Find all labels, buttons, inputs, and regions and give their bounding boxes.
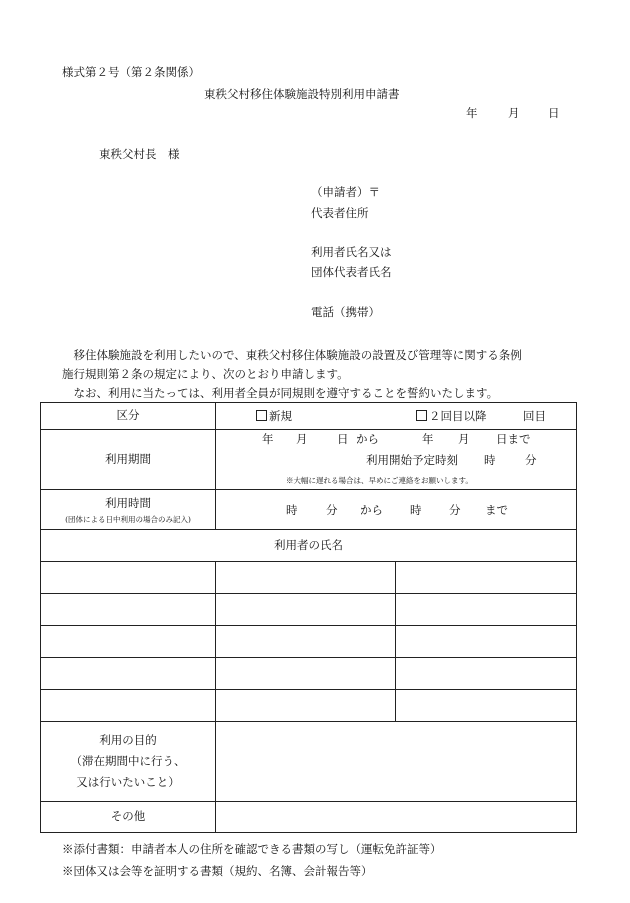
user-row (41, 562, 577, 594)
other-row (41, 802, 577, 833)
application-date (466, 107, 560, 121)
time-to-minute: 分 (449, 503, 461, 517)
user-name-cell[interactable] (41, 562, 216, 594)
document-title: 東秩父村移住体験施設特別利用申請書 (204, 87, 400, 101)
purpose-label-line3: 又は行いたいこと） (76, 775, 180, 789)
time-from-word: から (360, 503, 383, 517)
representative-address-label: 代表者住所 (311, 206, 369, 220)
users-header: 利用者の氏名 (41, 530, 577, 562)
purpose-label-line1: 利用の目的 (99, 733, 157, 747)
user-name-cell[interactable] (396, 690, 577, 722)
application-table (40, 402, 577, 833)
attachment-notes (62, 838, 442, 882)
start-hour: 時 (484, 453, 496, 467)
applicant-heading: （申請者）〒 (311, 185, 380, 199)
user-name-cell[interactable] (396, 594, 577, 626)
period-to-month: 月 (458, 432, 470, 446)
category-label: 区分 (41, 403, 216, 430)
period-from-month: 月 (296, 432, 308, 446)
addressee: 東秩父村長 様 (99, 147, 180, 161)
note-2: ※団体又は会等を証明する書類（規約、名簿、会計報告等） (62, 864, 373, 878)
period-from-word: から (356, 432, 379, 446)
user-name-label-line2: 団体代表者氏名 (311, 265, 392, 279)
purpose-label (41, 722, 216, 802)
statement-line-3: なお、利用に当たっては、利用者全員が同規則を遵守することを誓約いたします。 (62, 386, 499, 400)
user-name-cell[interactable] (41, 690, 216, 722)
user-name-cell[interactable] (41, 626, 216, 658)
start-minute: 分 (525, 453, 537, 467)
user-name-label-line1: 利用者氏名又は (311, 245, 392, 259)
checkbox-icon (256, 410, 267, 421)
start-time-label: 利用開始予定時刻 (366, 453, 458, 467)
user-name-cell[interactable] (41, 658, 216, 690)
other-label: その他 (41, 802, 216, 833)
category-options (216, 403, 577, 430)
period-from-year: 年 (262, 432, 274, 446)
time-row (41, 490, 577, 530)
users-header-row (41, 530, 577, 562)
time-note: (団体による日中利用の場合のみ記入) (65, 515, 191, 525)
user-row (41, 658, 577, 690)
time-to-hour: 時 (410, 503, 422, 517)
period-label: 利用期間 (41, 430, 216, 490)
user-row (41, 594, 577, 626)
time-to-word: まで (485, 503, 508, 517)
new-option-label: 新規 (269, 409, 292, 423)
user-name-cell[interactable] (216, 690, 396, 722)
period-to-day: 日まで (496, 432, 531, 446)
repeat-option-label: ２回目以降 (429, 409, 487, 423)
user-name-cell[interactable] (396, 626, 577, 658)
other-field[interactable] (216, 802, 577, 833)
period-row (41, 430, 577, 490)
purpose-row (41, 722, 577, 802)
period-to-year: 年 (422, 432, 434, 446)
period-field[interactable] (216, 430, 577, 490)
user-name-cell[interactable] (216, 626, 396, 658)
user-name-cell[interactable] (216, 658, 396, 690)
user-name-cell[interactable] (396, 658, 577, 690)
note-1: ※添付書類：申請者本人の住所を確認できる書類の写し（運転免許証等） (62, 842, 442, 856)
user-name-cell[interactable] (41, 594, 216, 626)
statement-line-2: 施行規則第２条の規定により、次のとおり申請します。 (62, 367, 349, 381)
time-label-cell (41, 490, 216, 530)
period-from-day: 日 (337, 432, 349, 446)
time-label: 利用時間 (105, 495, 151, 510)
time-from-minute: 分 (326, 503, 338, 517)
repeat-checkbox[interactable] (416, 410, 487, 424)
user-name-cell[interactable] (216, 594, 396, 626)
checkbox-icon (416, 410, 427, 421)
user-row (41, 626, 577, 658)
purpose-field[interactable] (216, 722, 577, 802)
purpose-label-line2: （滞在期間中に行う、 (70, 754, 186, 768)
user-row (41, 690, 577, 722)
user-name-cell[interactable] (396, 562, 577, 594)
user-name-cell[interactable] (216, 562, 396, 594)
time-field[interactable] (216, 490, 577, 530)
time-from-hour: 時 (286, 503, 298, 517)
application-statement (62, 346, 522, 403)
date-month-label: 月 (508, 106, 520, 120)
new-checkbox[interactable] (256, 410, 292, 424)
date-day-label: 日 (548, 106, 560, 120)
delay-note: ※大幅に遅れる場合は、早めにご連絡をお願いします。 (286, 476, 473, 485)
category-row (41, 403, 577, 430)
phone-label: 電話（携帯） (311, 305, 380, 319)
statement-line-1: 移住体験施設を利用したいので、東秩父村移住体験施設の設置及び管理等に関する条例 (62, 348, 522, 362)
repeat-count-suffix: 回目 (523, 409, 546, 423)
date-year-label: 年 (466, 106, 478, 120)
form-number: 様式第２号（第２条関係） (62, 65, 200, 79)
